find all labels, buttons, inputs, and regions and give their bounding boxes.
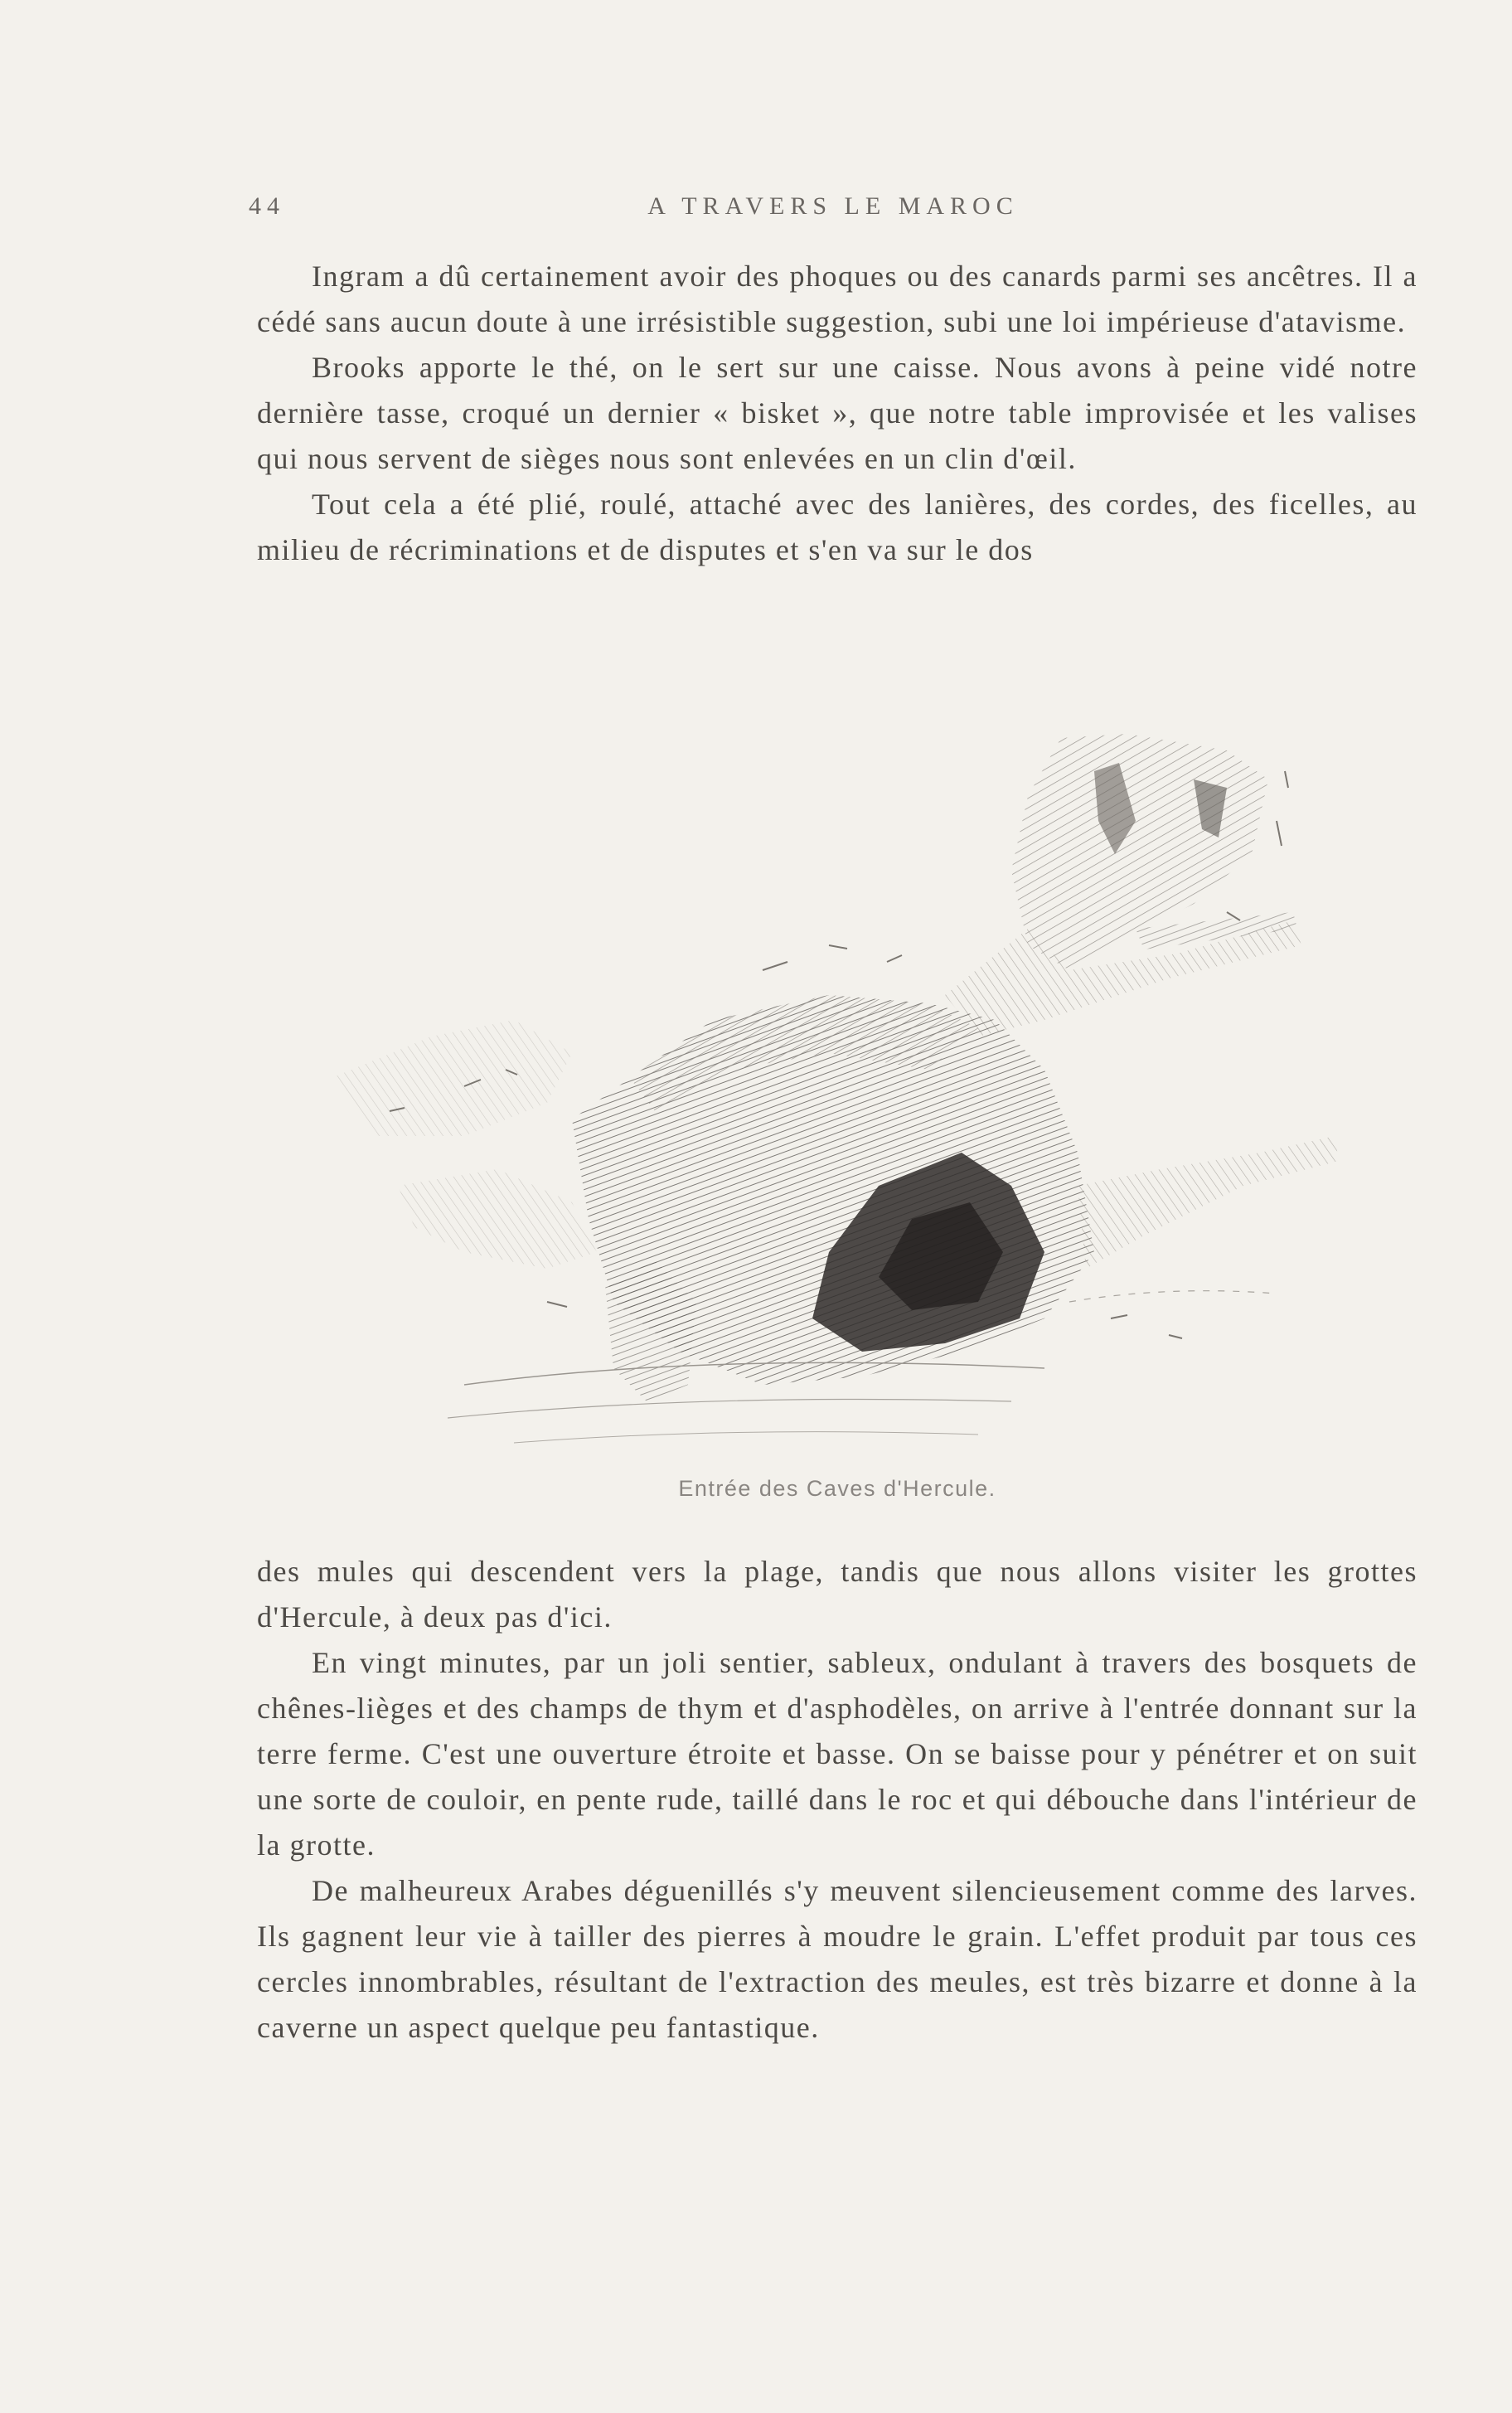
- running-title: A TRAVERS LE MAROC: [647, 192, 1019, 220]
- paragraph: En vingt minutes, par un joli sentier, sableux, ondulant à travers des bosquets de chênes-lièges et des champs de thym et d'asphodèles, on arrive à l'entrée donnant sur la terre ferme. C'est une ouverture étroite et basse. On se baisse pour y pénétrer et on suit une sorte de couloir, en pente rude, taillé dans le roc et qui débouche dans l'intérieur de la grotte.: [257, 1646, 1418, 1862]
- text-block-top: [257, 254, 1418, 573]
- paragraph: Ingram a dû certainement avoir des phoques ou des canards parmi ses ancêtres. Il a cédé sans aucun doute à une irrésistible suggestion, subi une loi impérieuse d'atavisme.: [257, 260, 1418, 338]
- cave-illustration: [298, 721, 1343, 1484]
- paragraph: Tout cela a été plié, roulé, attaché avec des lanières, des cordes, des ficelles, au milieu de récriminations et de disputes et s'en va sur le dos: [257, 488, 1418, 566]
- page-number: 44: [249, 192, 285, 220]
- paragraph: Brooks apporte le thé, on le sert sur une caisse. Nous avons à peine vidé notre dernière tasse, croqué un dernier « bisket », que notre table improvisée et les valises qui nous servent de sièges nous sont enlevées en un clin d'œil.: [257, 351, 1418, 475]
- paragraph: De malheureux Arabes déguenillés s'y meuvent silencieusement comme des larves. Ils gagnent leur vie à tailler des pierres à moudre le grain. L'effet produit par tous ces cercles innombrables, résultant de l'extraction des meules, est très bizarre et donne à la caverne un aspect quelque peu fantastique.: [257, 1874, 1418, 2044]
- running-head: [249, 192, 1418, 226]
- figure-caption: Entrée des Caves d'Hercule.: [678, 1476, 996, 1501]
- text-block-bottom: [257, 1549, 1418, 2051]
- paragraph: des mules qui descendent vers la plage, tandis que nous allons visiter les grottes d'Hercule, à deux pas d'ici.: [257, 1555, 1418, 1634]
